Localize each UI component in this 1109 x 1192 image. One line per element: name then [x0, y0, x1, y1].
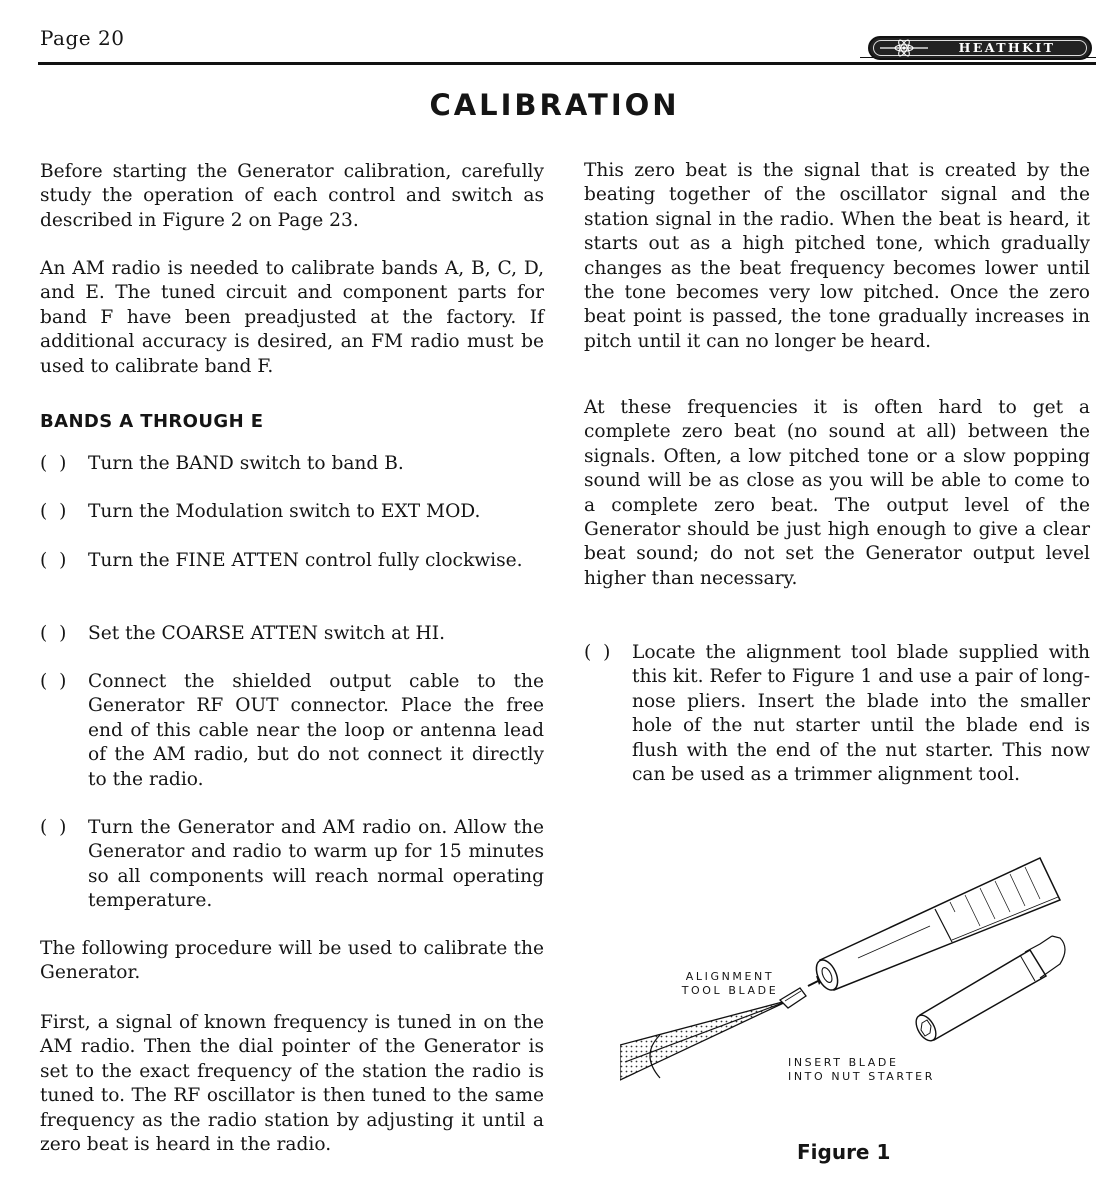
label-alignment-tool-blade [667, 970, 793, 998]
first-paragraph [40, 1011, 544, 1157]
label-blade-line-1: ALIGNMENT [685, 970, 775, 983]
checkbox-mark: ( ) [584, 642, 611, 663]
atom-emblem-icon [878, 39, 930, 57]
logo-wordmark: HEATHKIT [958, 40, 1056, 55]
step-text: Turn the Modulation switch to EXT MOD. [88, 501, 481, 522]
procedure-intro-paragraph [40, 937, 544, 986]
step-text: Turn the FINE ATTEN control fully clockwise. [88, 550, 523, 571]
checkbox-mark: ( ) [40, 817, 67, 838]
intro-paragraph [40, 160, 544, 233]
intro-text: Before starting the Generator calibration, carefully study the operation of each control and switch as described in Figure 2 on Page 23. [40, 161, 544, 231]
step-text: Turn the BAND switch to band B. [88, 453, 404, 474]
checkbox-mark: ( ) [40, 623, 67, 644]
header-rule [38, 62, 1096, 65]
zero-beat-text: This zero beat is the signal that is created by the beating together of the oscillator signal and the station signal in the radio. When the beat is heard, it starts out as a high pitched tone, which gradually changes as the beat frequency becomes lower until the tone becomes very low pitched. Once the zero beat point is passed, the tone gradually increases in pitch until it can no longer be heard. [584, 160, 1090, 352]
page-number: Page 20 [40, 26, 125, 50]
step-text: Turn the Generator and AM radio on. Allow the Generator and radio to warm up for 15 minutes so all components will reach normal operating temperature. [88, 817, 544, 912]
checkbox-mark: ( ) [40, 550, 67, 571]
pliers-icon [620, 1000, 790, 1080]
step-text: Set the COARSE ATTEN switch at HI. [88, 623, 446, 644]
frequencies-paragraph [584, 396, 1090, 591]
procedure-intro-text: The following procedure will be used to calibrate the Generator. [40, 938, 544, 984]
am-note-text: An AM radio is needed to calibrate bands A, B, C, D, and E. The tuned circuit and component parts for band F have been preadjusted at the factory. If additional accuracy is desired, an FM radio must be used to calibrate band F. [40, 258, 544, 377]
label-insert-blade [788, 1056, 946, 1084]
heathkit-logo [868, 36, 1092, 60]
frequencies-text: At these frequencies it is often hard to get a complete zero beat (no sound at all) between the signals. Often, a low pitched tone or a slow popping sound will be as close as you will be able to come to a complete zero beat. The output level of the Generator should be just high enough to give a clear beat sound; do not set the Generator output level higher than necessary. [584, 397, 1090, 589]
first-text: First, a signal of known frequency is tuned in on the AM radio. Then the dial pointer of the Generator is set to the exact frequency of the station the radio is tuned to. The RF oscillator is then tuned to the same frequency as the radio station by adjusting it until a zero beat is heard in the radio. [40, 1012, 544, 1156]
checkbox-mark: ( ) [40, 501, 67, 522]
zero-beat-paragraph [584, 159, 1090, 354]
am-note-paragraph [40, 257, 544, 379]
label-blade-line-2: TOOL BLADE [681, 984, 779, 997]
checkbox-mark: ( ) [40, 453, 67, 474]
checkbox-mark: ( ) [40, 671, 67, 692]
figure-caption: Figure 1 [797, 1140, 891, 1164]
step-text: Locate the alignment tool blade supplied with this kit. Refer to Figure 1 and use a pair of long-nose pliers. Insert the blade into the smaller hole of the nut starter until the blade end is flush with the end of the nut starter. This now can be used as a trimmer alignment tool. [632, 642, 1090, 786]
label-insert-line-2: INTO NUT STARTER [788, 1070, 935, 1083]
step-text: Connect the shielded output cable to the Generator RF OUT connector. Place the free end of this cable near the loop or antenna lead of the AM radio, but do not connect it directly to the radio. [88, 671, 544, 790]
nut-starter-end-icon [912, 936, 1065, 1044]
label-insert-line-1: INSERT BLADE [788, 1056, 899, 1069]
page-title: CALIBRATION [429, 88, 680, 122]
section-heading: BANDS A THROUGH E [40, 411, 264, 432]
